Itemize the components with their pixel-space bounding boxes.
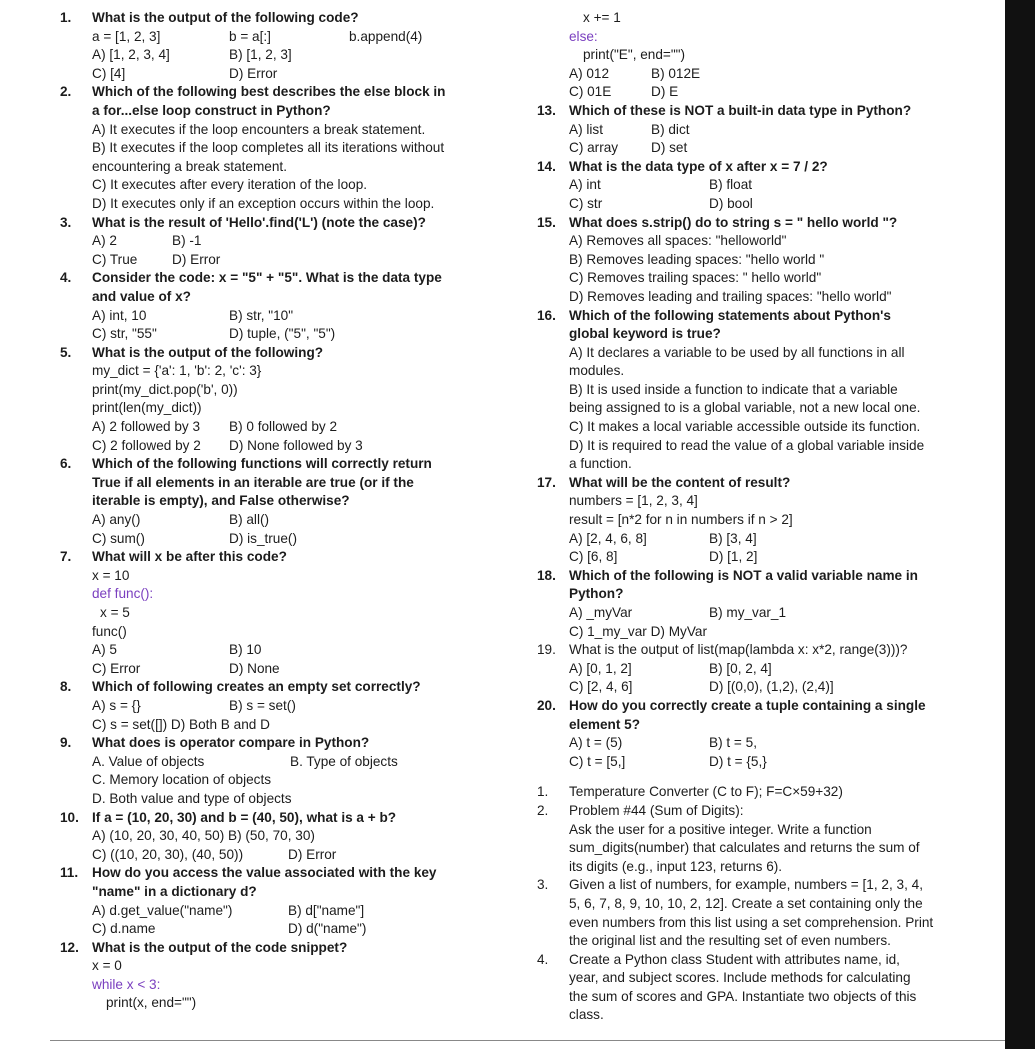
problem-line: sum_digits(number) that calculates and returns the sum of [569, 840, 920, 856]
question-10 [60, 809, 530, 865]
question-number: 3. [60, 214, 72, 230]
code-line: def func(): [92, 586, 154, 602]
problem-number: 4. [537, 951, 549, 967]
option-a: A) any() [92, 512, 141, 528]
question-text: a for...else loop construct in Python? [92, 102, 331, 118]
question-text: iterable is empty), and False otherwise? [92, 493, 350, 509]
option-c: C) It makes a local variable accessible outside its function. [569, 419, 921, 435]
problem-line: Problem #44 (Sum of Digits): [569, 802, 744, 818]
option-c: C) t = [5,] [569, 753, 626, 769]
option-a: A) 2 [92, 233, 117, 249]
code-line: result = [n*2 for n in numbers if n > 2] [569, 512, 793, 528]
question-number: 9. [60, 735, 72, 751]
option-b: B) Removes leading spaces: "hello world " [569, 251, 825, 267]
question-20 [537, 697, 1005, 771]
option-b-cont: encountering a break statement. [92, 158, 287, 174]
option-b: B) [3, 4] [709, 530, 757, 546]
problem-line: 5, 6, 7, 8, 9, 10, 10, 2, 12]. Create a set containing only the [569, 895, 923, 911]
question-number: 7. [60, 549, 72, 565]
option-d: D) Error [172, 251, 221, 267]
option-b: B) my_var_1 [709, 605, 787, 620]
option-d: D) None followed by 3 [229, 437, 363, 453]
question-number: 2. [60, 84, 72, 100]
question-6 [60, 455, 530, 548]
question-text: "name" in a dictionary d? [92, 883, 257, 899]
code-line: my_dict = {'a': 1, 'b': 2, 'c': 3} [92, 363, 262, 379]
question-number: 8. [60, 679, 72, 695]
option-d: D) t = {5,} [709, 753, 767, 769]
option-d: D) It executes only if an exception occurs within the loop. [92, 195, 435, 211]
question-text: What is the output of the code snippet? [92, 939, 348, 955]
question-text: What is the result of 'Hello'.find('L') (note the case)? [92, 214, 426, 230]
option-c: C) sum() [92, 530, 145, 546]
option-a-b: A) (10, 20, 30, 40, 50) B) (50, 70, 30) [92, 828, 315, 844]
question-18 [537, 567, 1005, 641]
option-c: C) str, "55" [92, 326, 157, 342]
question-number: 19. [537, 642, 556, 658]
question-17 [537, 474, 1005, 567]
option-b: B) 012E [651, 65, 701, 81]
question-text: How do you access the value associated with the key [92, 865, 437, 881]
question-number: 10. [60, 809, 79, 825]
option-c: C) True [92, 251, 138, 267]
option-b: B) d["name"] [288, 902, 365, 918]
option-d: D. Both value and type of objects [92, 790, 292, 806]
option-a: A) 2 followed by 3 [92, 419, 201, 435]
question-14 [537, 158, 1005, 214]
option-a: A) _myVar [569, 605, 633, 620]
option-c: C) [2, 4, 6] [569, 679, 633, 695]
code-c: b.append(4) [349, 28, 423, 44]
option-b: B) 0 followed by 2 [229, 419, 338, 435]
code-line: print("E", end="") [583, 47, 686, 63]
option-a-cont: modules. [569, 363, 625, 379]
option-c: C) 01E [569, 84, 612, 100]
question-12 [60, 939, 530, 1013]
question-text: What will be the content of result? [569, 474, 791, 490]
question-2 [60, 83, 530, 213]
question-text: What does is operator compare in Python? [92, 735, 370, 751]
option-a: A. Value of objects [92, 753, 205, 769]
option-c: C) d.name [92, 921, 156, 937]
question-number: 11. [60, 865, 79, 881]
option-c: C) [6, 8] [569, 549, 618, 565]
left-column [60, 9, 530, 1013]
question-number: 1. [60, 10, 72, 25]
code-line: print(x, end="") [106, 995, 197, 1011]
problem-number: 2. [537, 802, 549, 818]
question-text: Which of the following functions will correctly return [92, 456, 432, 472]
question-7 [60, 548, 530, 678]
option-c: C) s = set([]) D) Both B and D [92, 716, 270, 732]
code-line: print(len(my_dict)) [92, 400, 202, 416]
question-5 [60, 344, 530, 456]
option-c: C) ((10, 20, 30), (40, 50)) [92, 846, 244, 862]
option-b: B) t = 5, [709, 735, 757, 751]
question-text: and value of x? [92, 288, 191, 304]
problem-2 [537, 802, 1005, 876]
option-c: C. Memory location of objects [92, 772, 272, 788]
option-a: A) d.get_value("name") [92, 902, 233, 918]
question-1 [60, 9, 530, 83]
option-a: A) int, 10 [92, 307, 147, 323]
code-line: numbers = [1, 2, 3, 4] [569, 493, 698, 509]
option-a: A) list [569, 121, 603, 137]
question-15 [537, 214, 1005, 307]
option-d: D) Error [288, 846, 337, 862]
code-b: b = a[:] [229, 28, 271, 44]
question-text: If a = (10, 20, 30) and b = (40, 50), what is a + b? [92, 809, 397, 825]
question-text: Which of following creates an empty set correctly? [92, 679, 421, 695]
question-text: element 5? [569, 716, 641, 732]
question-19 [537, 641, 1005, 697]
code-a: a = [1, 2, 3] [92, 28, 161, 44]
question-text: Consider the code: x = "5" + "5". What is the data type [92, 270, 442, 286]
question-text: global keyword is true? [569, 326, 721, 342]
option-a: A) It declares a variable to be used by all functions in all [569, 344, 905, 360]
question-text: True if all elements in an iterable are true (or if the [92, 474, 414, 490]
option-b: B) str, "10" [229, 307, 294, 323]
screen-edge [1005, 0, 1035, 1049]
problem-line: even numbers from this list using a set comprehension. Print [569, 914, 934, 930]
question-text: What does s.strip() do to string s = " hello world "? [569, 214, 898, 230]
option-a: A) s = {} [92, 697, 141, 713]
code-line: x += 1 [583, 10, 621, 25]
option-c: C) Error [92, 660, 141, 676]
problem-line: class. [569, 1007, 604, 1023]
code-line: x = 10 [92, 567, 130, 583]
question-number: 12. [60, 939, 79, 955]
question-3 [60, 214, 530, 270]
question-9 [60, 734, 530, 808]
option-a: A) [2, 4, 6, 8] [569, 530, 647, 546]
question-text: Which of the following best describes the else block in [92, 84, 446, 100]
option-d: D) E [651, 84, 679, 100]
problem-line: Create a Python class Student with attributes name, id, [569, 951, 900, 967]
question-number: 20. [537, 697, 556, 713]
question-text: What is the data type of x after x = 7 / 2? [569, 158, 828, 174]
option-b: B) [0, 2, 4] [709, 660, 772, 676]
option-c: C) 2 followed by 2 [92, 437, 201, 453]
question-16 [537, 307, 1005, 474]
problem-number: 3. [537, 877, 549, 893]
question-number: 13. [537, 102, 556, 118]
option-a: A) [1, 2, 3, 4] [92, 47, 170, 63]
question-13 [537, 102, 1005, 158]
option-b: B) [1, 2, 3] [229, 47, 292, 63]
question-text: What is the output of list(map(lambda x: x*2, range(3)))? [569, 642, 908, 658]
question-text: What will x be after this code? [92, 549, 287, 565]
option-d: D) [1, 2] [709, 549, 758, 565]
code-line: func() [92, 623, 127, 639]
option-a: A) [0, 1, 2] [569, 660, 632, 676]
option-b: B) float [709, 177, 753, 193]
question-number: 4. [60, 270, 72, 286]
option-c-d: C) 1_my_var D) MyVar [569, 623, 707, 639]
option-b: B) It is used inside a function to indicate that a variable [569, 381, 898, 397]
option-a: A) 5 [92, 642, 117, 658]
question-text: What is the output of the following code? [92, 10, 359, 25]
option-a: A) int [569, 177, 601, 193]
option-d: D) d("name") [288, 921, 367, 937]
question-number: 18. [537, 567, 556, 583]
question-number: 15. [537, 214, 556, 230]
problem-line: year, and subject scores. Include methods for calculating [569, 970, 911, 986]
option-d: D) tuple, ("5", "5") [229, 326, 336, 342]
option-b: B) It executes if the loop completes all its iterations without [92, 140, 445, 156]
option-c: C) str [569, 195, 603, 211]
problem-text: Temperature Converter (C to F); F=C×59+32) [569, 784, 843, 800]
option-c: C) array [569, 140, 619, 156]
question-number: 14. [537, 158, 556, 174]
option-a: A) 012 [569, 65, 610, 81]
option-d: D) It is required to read the value of a global variable inside [569, 437, 925, 453]
option-d: D) is_true() [229, 530, 297, 546]
problem-number: 1. [537, 784, 549, 800]
option-b: B) -1 [172, 233, 202, 249]
question-number: 5. [60, 344, 72, 360]
question-text: Which of these is NOT a built-in data type in Python? [569, 102, 912, 118]
question-text: What is the output of the following? [92, 344, 324, 360]
option-a: A) Removes all spaces: "helloworld" [569, 233, 787, 249]
problem-line: Given a list of numbers, for example, numbers = [1, 2, 3, 4, [569, 877, 923, 893]
problem-line: Ask the user for a positive integer. Write a function [569, 821, 872, 837]
option-b: B) dict [651, 121, 690, 137]
code-line: x = 0 [92, 958, 122, 974]
question-text: Python? [569, 586, 624, 602]
option-d: D) set [651, 140, 688, 156]
question-8 [60, 678, 530, 734]
question-4 [60, 269, 530, 343]
option-b: B) 10 [229, 642, 262, 658]
option-d: D) bool [709, 195, 753, 211]
problem-1 [537, 783, 1005, 802]
code-line: else: [569, 28, 598, 44]
problem-line: the original list and the resulting set of even numbers. [569, 933, 891, 949]
code-line: x = 5 [100, 605, 130, 620]
option-b-cont: being assigned to is a global variable, not a new local one. [569, 400, 921, 416]
option-d-cont: a function. [569, 456, 632, 472]
code-line: print(my_dict.pop('b', 0)) [92, 381, 238, 397]
option-d: D) Removes leading and trailing spaces: "hello world" [569, 288, 892, 304]
problem-line: the sum of scores and GPA. Instantiate two objects of this [569, 988, 917, 1004]
code-line [92, 28, 530, 47]
option-c: C) [4] [92, 65, 126, 81]
code-line: while x < 3: [92, 976, 161, 992]
question-text: How do you correctly create a tuple containing a single [569, 697, 926, 713]
problem-4 [537, 951, 1005, 1025]
question-number: 17. [537, 474, 556, 490]
option-c: C) It executes after every iteration of the loop. [92, 177, 368, 193]
problem-3 [537, 876, 1005, 950]
question-12-continued [537, 9, 1005, 102]
option-a: A) It executes if the loop encounters a break statement. [92, 121, 426, 137]
question-text: Which of the following is NOT a valid variable name in [569, 567, 918, 583]
option-d: D) [(0,0), (1,2), (2,4)] [709, 679, 834, 695]
question-text: Which of the following statements about Python's [569, 307, 891, 323]
question-11 [60, 864, 530, 938]
option-d: D) Error [229, 65, 278, 81]
option-a: A) t = (5) [569, 735, 623, 751]
question-number: 6. [60, 456, 72, 472]
option-b: B. Type of objects [290, 753, 398, 769]
problem-line: its digits (e.g., input 123, returns 6). [569, 858, 783, 874]
option-b: B) all() [229, 512, 270, 528]
question-number: 16. [537, 307, 556, 323]
option-d: D) None [229, 660, 280, 676]
right-column [537, 9, 1005, 1025]
page-bottom-edge [50, 1040, 1005, 1049]
option-c: C) Removes trailing spaces: " hello world" [569, 270, 822, 286]
option-b: B) s = set() [229, 697, 296, 713]
